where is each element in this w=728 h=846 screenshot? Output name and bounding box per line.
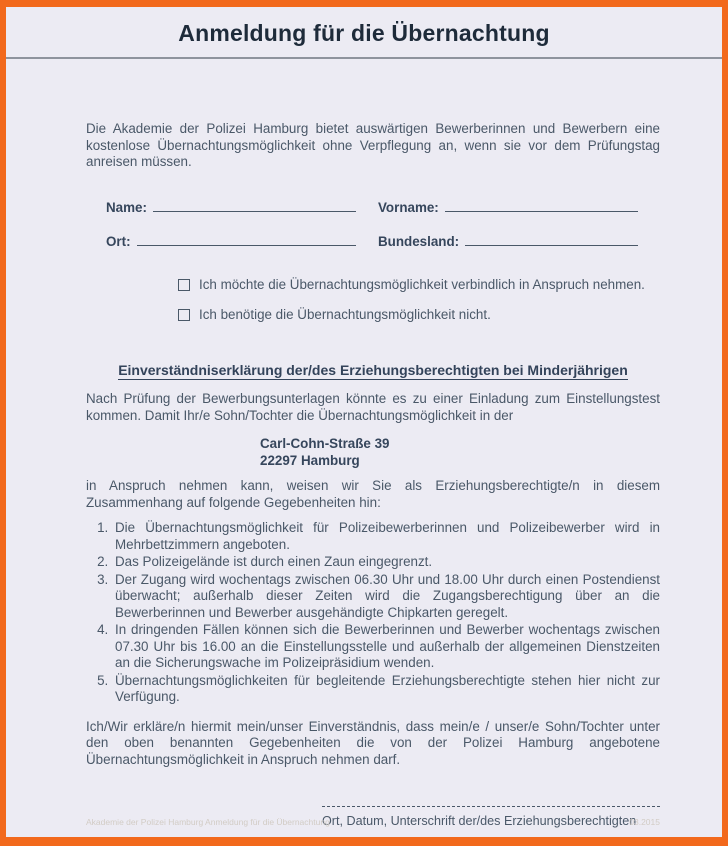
name-label: Name: xyxy=(106,199,147,215)
checkbox-icon[interactable] xyxy=(178,279,190,291)
personal-data-fields xyxy=(106,197,660,251)
consent-paragraph-2: in Anspruch nehmen kann, weisen wir Sie als Erziehungsberechtigte/n in diesem Zusammenhang auf folgende Gegebenheiten hin: xyxy=(86,478,660,510)
checkbox-label: Ich möchte die Übernachtungsmöglichkeit verbindlich in Anspruch nehmen. xyxy=(199,276,645,292)
address-block xyxy=(86,436,660,469)
ort-field xyxy=(106,231,356,251)
bundesland-field xyxy=(378,231,638,251)
list-item: 3. Der Zugang wird wochentags zwischen 06.30 Uhr und 18.00 Uhr durch einen Postendienst überwacht; außerhalb dieser Zeiten wird die Zugangsberechtigung über an die Bewerberinnen und Bewerber ausgehändigte Chipkarten geregelt. xyxy=(112,572,660,622)
list-item: 1. Die Übernachtungsmöglichkeit für Polizeibewerberinnen und Polizeibewerber wird in Mehrbettzimmern angeboten. xyxy=(112,520,660,553)
list-item: 2. Das Polizeigelände ist durch einen Zaun eingegrenzt. xyxy=(112,554,660,571)
field-row xyxy=(106,231,660,251)
intro-paragraph: Die Akademie der Polizei Hamburg bietet auswärtigen Bewerberinnen und Bewerbern eine kostenlose Übernachtungsmöglichkeit ohne Verpflegung an, wenn sie vor dem Prüfungstag anreisen müssen. xyxy=(86,121,660,169)
checkbox-option-no-overnight[interactable] xyxy=(178,307,660,324)
page-footer xyxy=(86,817,660,827)
page-title: Anmeldung für die Übernachtung xyxy=(178,20,550,46)
field-row xyxy=(106,197,660,217)
vorname-input-line[interactable] xyxy=(445,197,638,212)
footer-document-name: Akademie der Polizei Hamburg Anmeldung für die Übernachtung xyxy=(86,817,330,827)
ort-input-line[interactable] xyxy=(137,231,356,246)
name-input-line[interactable] xyxy=(153,197,356,212)
bundesland-label: Bundesland: xyxy=(378,234,460,249)
consent-list xyxy=(86,520,660,706)
consent-heading: Einverständniserklärung der/des Erziehungsberechtigten bei Minderjährigen xyxy=(118,361,628,378)
checkbox-option-claim-overnight[interactable] xyxy=(178,277,660,294)
checkbox-icon[interactable] xyxy=(178,309,190,321)
bundesland-input-line[interactable] xyxy=(465,231,638,246)
signature-line[interactable] xyxy=(322,804,660,807)
document-body xyxy=(6,121,722,830)
list-item: 5. Übernachtungsmöglichkeiten für begleitende Erziehungsberechtigte stehen hier nicht zur Verfügung. xyxy=(112,673,660,706)
title-divider xyxy=(6,57,722,59)
footer-version: 03.2015 xyxy=(629,817,660,827)
overnight-options xyxy=(178,277,660,324)
consent-paragraph-1: Nach Prüfung der Bewerbungsunterlagen könnte es zu einer Einladung zum Einstellungstest kommen. Damit Ihr/e Sohn/Tochter die Übernachtungsmöglichkeit in der xyxy=(86,391,660,423)
consent-paragraph-3: Ich/Wir erkläre/n hiermit mein/unser Einverständnis, dass mein/e / unser/e Sohn/Tochter unter den oben benannten Gegebenheiten die von der Polizei Hamburg angebotene Übernachtungsmöglichkeit in Anspruch nehmen darf. xyxy=(86,718,660,767)
address-city: 22297 Hamburg xyxy=(260,452,360,468)
checkbox-label: Ich benötige die Übernachtungsmöglichkeit nicht. xyxy=(199,307,491,322)
ort-label: Ort: xyxy=(106,234,131,249)
vorname-label: Vorname: xyxy=(378,199,439,215)
vorname-field xyxy=(378,197,638,217)
name-field xyxy=(106,197,356,217)
address-street: Carl-Cohn-Straße 39 xyxy=(260,436,390,451)
signature-label: Ort, Datum, Unterschrift der/des Erziehungsberechtigten xyxy=(322,814,637,828)
list-item: 4. In dringenden Fällen können sich die Bewerberinnen und Bewerber wochentags zwischen 07.30 Uhr bis 16.00 an die Einstellungsstelle und außerhalb der allgemeinen Dienstzeiten an die Sicherungswache im Polizeipräsidium wenden. xyxy=(112,622,660,672)
